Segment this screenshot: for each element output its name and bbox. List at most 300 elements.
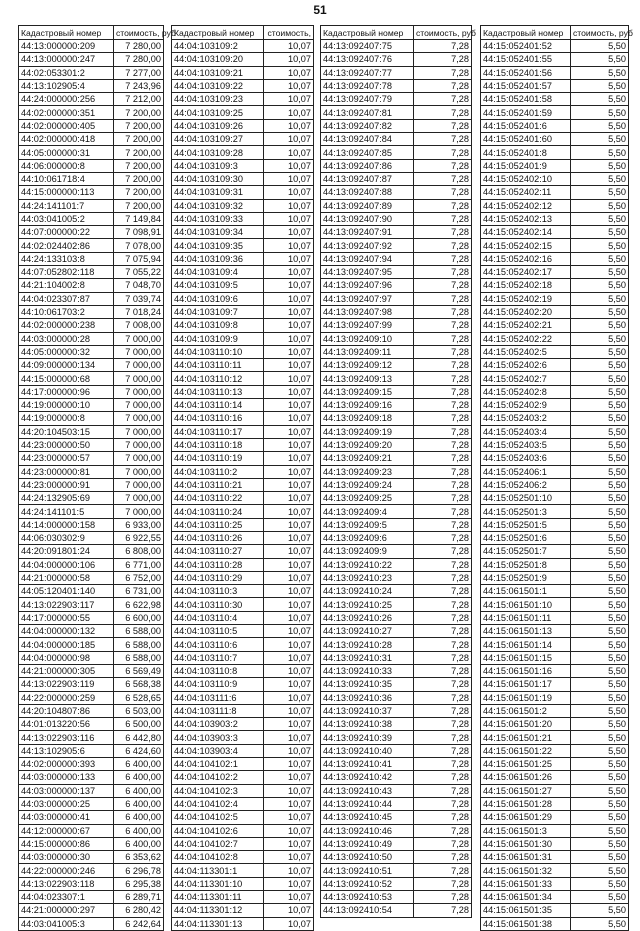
cadastral-number-cell: 44:15:061501:32	[481, 864, 571, 877]
cadastral-number-cell: 44:04:103110:28	[172, 558, 264, 571]
table-row	[321, 172, 472, 185]
table-row	[321, 345, 472, 358]
table-row	[19, 412, 164, 425]
table-row	[172, 425, 314, 438]
table-row	[19, 266, 164, 279]
cost-cell: 6 296,78	[114, 864, 164, 877]
cadastral-number-cell: 44:04:103110:29	[172, 571, 264, 584]
table-row	[172, 758, 314, 771]
table-row	[19, 252, 164, 265]
table-row	[172, 212, 314, 225]
cadastral-number-cell: 44:15:061501:20	[481, 718, 571, 731]
table-row	[321, 146, 472, 159]
table-row	[321, 119, 472, 132]
table-row	[481, 731, 629, 744]
cost-cell: 10,07	[264, 93, 314, 106]
cadastral-number-cell: 44:13:092407:79	[321, 93, 414, 106]
cadastral-number-cell: 44:22:000000:259	[19, 691, 114, 704]
cadastral-number-cell: 44:04:103110:2	[172, 465, 264, 478]
table-row	[172, 146, 314, 159]
cadastral-number-cell: 44:04:103109:33	[172, 212, 264, 225]
cadastral-number-cell: 44:15:061501:28	[481, 797, 571, 810]
cadastral-number-cell: 44:13:092409:13	[321, 372, 414, 385]
table-row	[172, 266, 314, 279]
cadastral-number-cell: 44:13:092407:75	[321, 40, 414, 53]
table-row	[481, 811, 629, 824]
table-row	[172, 505, 314, 518]
cost-cell: 10,07	[264, 611, 314, 624]
cadastral-number-cell: 44:13:092409:19	[321, 425, 414, 438]
cost-cell: 10,07	[264, 425, 314, 438]
cadastral-number-cell: 44:24:141101:7	[19, 199, 114, 212]
table-row	[172, 744, 314, 757]
cost-cell: 7 048,70	[114, 279, 164, 292]
cadastral-number-header: Кадастровый номер	[19, 26, 114, 40]
cost-cell: 6 400,00	[114, 784, 164, 797]
table-row	[321, 53, 472, 66]
cadastral-number-cell: 44:15:061501:13	[481, 625, 571, 638]
table-row	[172, 492, 314, 505]
table-row	[172, 438, 314, 451]
cadastral-number-cell: 44:02:024402:86	[19, 239, 114, 252]
cost-cell: 7,28	[414, 452, 472, 465]
cadastral-number-cell: 44:04:103110:30	[172, 598, 264, 611]
table-row	[321, 545, 472, 558]
cost-cell: 6 771,00	[114, 558, 164, 571]
cadastral-number-cell: 44:04:104102:8	[172, 851, 264, 864]
table-row	[172, 133, 314, 146]
cost-cell: 5,50	[571, 877, 629, 890]
cost-cell: 7 000,00	[114, 425, 164, 438]
table-row	[19, 864, 164, 877]
cadastral-number-header: Кадастровый номер	[172, 26, 264, 40]
table-row	[481, 571, 629, 584]
cadastral-number-cell: 44:13:092410:43	[321, 784, 414, 797]
table-row	[19, 66, 164, 79]
cost-cell: 7,28	[414, 106, 472, 119]
cadastral-number-cell: 44:17:000000:55	[19, 611, 114, 624]
table-row	[172, 252, 314, 265]
cost-cell: 7 000,00	[114, 359, 164, 372]
cost-cell: 10,07	[264, 266, 314, 279]
table-row	[172, 891, 314, 904]
cost-cell: 10,07	[264, 199, 314, 212]
cost-cell: 7,28	[414, 199, 472, 212]
cadastral-number-cell: 44:13:092407:94	[321, 252, 414, 265]
cadastral-number-cell: 44:13:092410:42	[321, 771, 414, 784]
table-row	[172, 385, 314, 398]
cost-cell: 10,07	[264, 784, 314, 797]
cadastral-number-cell: 44:03:000000:41	[19, 811, 114, 824]
cost-cell: 7,28	[414, 718, 472, 731]
table-row	[321, 425, 472, 438]
cost-cell: 6 569,49	[114, 664, 164, 677]
cost-cell: 7,28	[414, 465, 472, 478]
cost-cell: 5,50	[571, 266, 629, 279]
table-row	[19, 425, 164, 438]
table-row	[321, 226, 472, 239]
cost-cell: 10,07	[264, 359, 314, 372]
table-header-row	[172, 26, 314, 40]
cost-cell: 7 000,00	[114, 332, 164, 345]
cost-cell: 7 000,00	[114, 505, 164, 518]
cost-cell: 7,28	[414, 518, 472, 531]
cost-cell: 6 731,00	[114, 585, 164, 598]
table-row	[172, 40, 314, 53]
cost-cell: 5,50	[571, 66, 629, 79]
cadastral-number-cell: 44:15:052402:7	[481, 372, 571, 385]
cadastral-number-cell: 44:23:000000:81	[19, 465, 114, 478]
cost-cell: 6 600,00	[114, 611, 164, 624]
cadastral-number-cell: 44:15:061501:31	[481, 851, 571, 864]
cadastral-number-cell: 44:13:092407:97	[321, 292, 414, 305]
cadastral-number-cell: 44:15:061501:17	[481, 678, 571, 691]
table-row	[19, 518, 164, 531]
cadastral-number-cell: 44:04:103110:17	[172, 425, 264, 438]
cost-cell: 6 242,64	[114, 917, 164, 930]
cost-cell: 5,50	[571, 797, 629, 810]
table-row	[481, 651, 629, 664]
cost-cell: 5,50	[571, 279, 629, 292]
cost-cell: 5,50	[571, 571, 629, 584]
table-row	[172, 638, 314, 651]
table-row	[172, 372, 314, 385]
cadastral-number-cell: 44:07:052802:118	[19, 266, 114, 279]
cadastral-number-cell: 44:04:103110:26	[172, 531, 264, 544]
table-row	[481, 877, 629, 890]
cadastral-number-cell: 44:15:061501:33	[481, 877, 571, 890]
cost-cell: 10,07	[264, 691, 314, 704]
table-row	[321, 133, 472, 146]
cost-cell: 7 200,00	[114, 119, 164, 132]
cost-cell: 5,50	[571, 492, 629, 505]
table-row	[321, 292, 472, 305]
cadastral-number-cell: 44:15:052401:9	[481, 159, 571, 172]
cost-cell: 5,50	[571, 305, 629, 318]
cadastral-number-cell: 44:13:092407:88	[321, 186, 414, 199]
table-row	[19, 385, 164, 398]
cadastral-number-cell: 44:13:092410:23	[321, 571, 414, 584]
cadastral-number-cell: 44:04:113301:10	[172, 877, 264, 890]
table-row	[481, 638, 629, 651]
table-row	[481, 93, 629, 106]
cadastral-number-cell: 44:13:092407:77	[321, 66, 414, 79]
cost-cell: 5,50	[571, 359, 629, 372]
table-row	[19, 212, 164, 225]
table-row	[172, 292, 314, 305]
table-row	[321, 239, 472, 252]
cadastral-number-cell: 44:13:092410:52	[321, 877, 414, 890]
cadastral-number-cell: 44:04:103109:6	[172, 292, 264, 305]
cadastral-number-cell: 44:13:092409:4	[321, 505, 414, 518]
cost-cell: 10,07	[264, 319, 314, 332]
table-row	[172, 199, 314, 212]
cadastral-number-cell: 44:13:092410:22	[321, 558, 414, 571]
table-row	[321, 106, 472, 119]
table-row	[19, 172, 164, 185]
cost-cell: 5,50	[571, 40, 629, 53]
cadastral-number-cell: 44:15:052401:6	[481, 119, 571, 132]
cost-cell: 7 200,00	[114, 186, 164, 199]
table-row	[19, 718, 164, 731]
cost-cell: 5,50	[571, 625, 629, 638]
cadastral-number-cell: 44:04:103110:12	[172, 372, 264, 385]
table-row	[321, 319, 472, 332]
cost-cell: 10,07	[264, 718, 314, 731]
table-row	[481, 691, 629, 704]
table-row	[172, 877, 314, 890]
cost-cell: 7,28	[414, 611, 472, 624]
cadastral-number-cell: 44:15:052402:8	[481, 385, 571, 398]
table-row	[481, 545, 629, 558]
table-row	[321, 758, 472, 771]
cost-cell: 7,28	[414, 585, 472, 598]
table-row	[19, 305, 164, 318]
cost-cell: 6 400,00	[114, 811, 164, 824]
cost-cell: 5,50	[571, 505, 629, 518]
table-row	[172, 718, 314, 731]
table-row	[321, 93, 472, 106]
cost-cell: 7 075,94	[114, 252, 164, 265]
cost-cell: 10,07	[264, 598, 314, 611]
table-row	[321, 691, 472, 704]
cost-cell: 7,28	[414, 492, 472, 505]
cadastral-number-cell: 44:04:103903:4	[172, 744, 264, 757]
cadastral-number-cell: 44:04:103109:32	[172, 199, 264, 212]
table-row	[19, 199, 164, 212]
table-row	[172, 864, 314, 877]
table-row	[481, 279, 629, 292]
cost-cell: 10,07	[264, 252, 314, 265]
cadastral-number-cell: 44:13:000000:209	[19, 40, 114, 53]
cost-cell: 5,50	[571, 252, 629, 265]
table-row	[481, 851, 629, 864]
cadastral-number-cell: 44:15:052403:4	[481, 425, 571, 438]
cost-cell: 10,07	[264, 239, 314, 252]
cost-cell: 5,50	[571, 319, 629, 332]
table-row	[481, 239, 629, 252]
cost-cell: 10,07	[264, 571, 314, 584]
table-row	[19, 784, 164, 797]
cadastral-number-cell: 44:03:000000:28	[19, 332, 114, 345]
cost-cell: 7 000,00	[114, 345, 164, 358]
cost-cell: 7,28	[414, 744, 472, 757]
cost-cell: 5,50	[571, 545, 629, 558]
table-row	[19, 79, 164, 92]
cadastral-number-cell: 44:13:092407:87	[321, 172, 414, 185]
cadastral-number-cell: 44:15:052402:9	[481, 399, 571, 412]
table-row	[481, 332, 629, 345]
cost-cell: 7,28	[414, 904, 472, 917]
table-row	[481, 797, 629, 810]
table-row	[481, 904, 629, 917]
cadastral-number-cell: 44:15:052402:22	[481, 332, 571, 345]
cadastral-number-cell: 44:02:000000:351	[19, 106, 114, 119]
cadastral-number-cell: 44:13:092409:12	[321, 359, 414, 372]
table-header-row	[321, 26, 472, 40]
cadastral-number-cell: 44:13:092409:18	[321, 412, 414, 425]
cadastral-number-cell: 44:13:092407:99	[321, 319, 414, 332]
cadastral-number-cell: 44:03:000000:30	[19, 851, 114, 864]
table-row	[481, 531, 629, 544]
cost-cell: 7,28	[414, 531, 472, 544]
cost-cell: 5,50	[571, 518, 629, 531]
cadastral-number-cell: 44:15:052402:12	[481, 199, 571, 212]
cadastral-number-cell: 44:13:092410:53	[321, 891, 414, 904]
table-row	[172, 186, 314, 199]
cadastral-number-cell: 44:24:000000:256	[19, 93, 114, 106]
table-row	[481, 664, 629, 677]
table-row	[481, 53, 629, 66]
table-row	[481, 319, 629, 332]
cost-cell: 10,07	[264, 465, 314, 478]
cost-cell: 10,07	[264, 478, 314, 491]
table-row	[172, 704, 314, 717]
cadastral-number-cell: 44:04:113301:12	[172, 904, 264, 917]
cost-cell: 7 200,00	[114, 133, 164, 146]
cost-cell: 10,07	[264, 385, 314, 398]
table-row	[321, 571, 472, 584]
cost-cell: 7,28	[414, 66, 472, 79]
cost-cell: 5,50	[571, 226, 629, 239]
cost-cell: 6 933,00	[114, 518, 164, 531]
cost-header: стоимость, руб	[414, 26, 472, 40]
cadastral-number-cell: 44:15:052401:58	[481, 93, 571, 106]
cadastral-number-cell: 44:04:104102:3	[172, 784, 264, 797]
table-row	[321, 864, 472, 877]
cadastral-number-cell: 44:04:113301:13	[172, 917, 264, 930]
cost-cell: 5,50	[571, 824, 629, 837]
cadastral-number-cell: 44:04:103903:2	[172, 718, 264, 731]
cost-cell: 10,07	[264, 279, 314, 292]
cost-cell: 6 622,98	[114, 598, 164, 611]
cadastral-number-cell: 44:13:092409:11	[321, 345, 414, 358]
cost-cell: 6 289,71	[114, 891, 164, 904]
cadastral-number-cell: 44:15:052401:59	[481, 106, 571, 119]
table-row	[19, 571, 164, 584]
cost-cell: 7 000,00	[114, 438, 164, 451]
cost-cell: 6 400,00	[114, 797, 164, 810]
cost-cell: 5,50	[571, 744, 629, 757]
cadastral-number-cell: 44:04:103109:36	[172, 252, 264, 265]
cost-cell: 10,07	[264, 625, 314, 638]
cost-cell: 10,07	[264, 864, 314, 877]
cost-cell: 7,28	[414, 212, 472, 225]
table-row	[321, 904, 472, 917]
cadastral-number-cell: 44:04:103110:22	[172, 492, 264, 505]
cost-header: стоимость,	[264, 26, 314, 40]
cost-cell: 7 000,00	[114, 465, 164, 478]
cadastral-number-cell: 44:15:061501:34	[481, 891, 571, 904]
table-row	[172, 279, 314, 292]
cadastral-number-cell: 44:13:092410:26	[321, 611, 414, 624]
table-row	[481, 372, 629, 385]
cost-cell: 10,07	[264, 345, 314, 358]
cadastral-number-cell: 44:15:061501:25	[481, 758, 571, 771]
table-row	[172, 625, 314, 638]
cost-cell: 7,28	[414, 399, 472, 412]
table-row	[172, 239, 314, 252]
table-row	[19, 438, 164, 451]
cadastral-number-cell: 44:03:041005:3	[19, 917, 114, 930]
cost-cell: 6 752,00	[114, 571, 164, 584]
table-row	[321, 452, 472, 465]
table-row	[19, 492, 164, 505]
cost-cell: 5,50	[571, 771, 629, 784]
table-row	[19, 585, 164, 598]
cadastral-number-cell: 44:15:061501:1	[481, 585, 571, 598]
cadastral-number-cell: 44:15:061501:3	[481, 824, 571, 837]
cost-cell: 10,07	[264, 638, 314, 651]
cadastral-number-cell: 44:13:092410:33	[321, 664, 414, 677]
cadastral-number-cell: 44:04:103110:6	[172, 638, 264, 651]
cost-cell: 10,07	[264, 40, 314, 53]
table-row	[19, 851, 164, 864]
table-row	[19, 704, 164, 717]
cost-header: стоимость, руб	[571, 26, 629, 40]
cost-cell: 7,28	[414, 704, 472, 717]
cost-cell: 10,07	[264, 305, 314, 318]
table-row	[172, 531, 314, 544]
cadastral-number-cell: 44:02:000000:418	[19, 133, 114, 146]
cadastral-number-cell: 44:04:103109:23	[172, 93, 264, 106]
cadastral-number-cell: 44:15:052401:56	[481, 66, 571, 79]
cadastral-number-cell: 44:04:103110:27	[172, 545, 264, 558]
cadastral-number-cell: 44:15:052403:2	[481, 412, 571, 425]
table-row	[172, 837, 314, 850]
cadastral-number-cell: 44:04:000000:185	[19, 638, 114, 651]
cost-cell: 7,28	[414, 239, 472, 252]
table-row	[321, 731, 472, 744]
table-row	[172, 824, 314, 837]
table-row	[481, 199, 629, 212]
table-row	[481, 492, 629, 505]
cost-cell: 7 277,00	[114, 66, 164, 79]
cadastral-number-cell: 44:21:000000:58	[19, 571, 114, 584]
cost-cell: 5,50	[571, 731, 629, 744]
cadastral-number-cell: 44:04:103110:4	[172, 611, 264, 624]
cost-cell: 10,07	[264, 518, 314, 531]
cadastral-number-header: Кадастровый номер	[481, 26, 571, 40]
table-row	[19, 505, 164, 518]
table-row	[321, 704, 472, 717]
cadastral-number-cell: 44:15:052402:21	[481, 319, 571, 332]
cost-cell: 7 000,00	[114, 478, 164, 491]
cost-cell: 5,50	[571, 133, 629, 146]
cost-cell: 6 528,65	[114, 691, 164, 704]
table-row	[321, 851, 472, 864]
cost-cell: 10,07	[264, 678, 314, 691]
cadastral-number-cell: 44:13:092407:81	[321, 106, 414, 119]
cost-cell: 10,07	[264, 133, 314, 146]
cost-cell: 7,28	[414, 186, 472, 199]
cadastral-number-cell: 44:03:000000:133	[19, 771, 114, 784]
cadastral-number-cell: 44:15:052501:8	[481, 558, 571, 571]
table-row	[321, 412, 472, 425]
table-row	[321, 877, 472, 890]
cadastral-number-cell: 44:04:104102:2	[172, 771, 264, 784]
table-row	[19, 545, 164, 558]
cadastral-number-cell: 44:04:000000:132	[19, 625, 114, 638]
cost-cell: 7,28	[414, 877, 472, 890]
table-row	[172, 611, 314, 624]
table-row	[481, 159, 629, 172]
table-row	[321, 212, 472, 225]
cost-cell: 7,28	[414, 266, 472, 279]
price-table-3	[320, 25, 476, 918]
table-row	[321, 252, 472, 265]
cadastral-number-cell: 44:04:103109:34	[172, 226, 264, 239]
